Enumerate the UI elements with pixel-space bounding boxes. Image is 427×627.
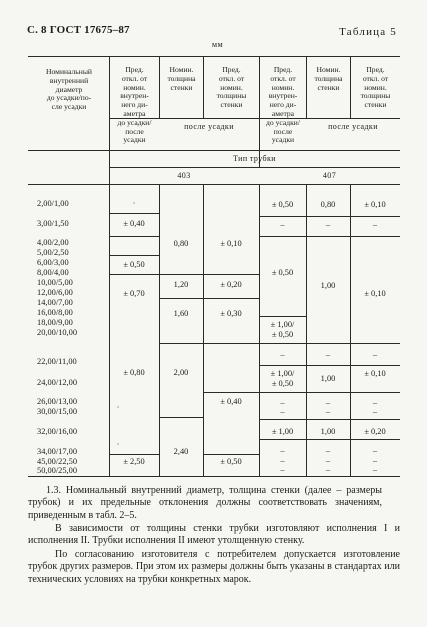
rule-407w [306, 216, 350, 217]
cell-407-diameter: ± 1,00/ ± 0,50 [270, 320, 295, 339]
cell-407-diameter: – [280, 407, 285, 416]
header-wall-407: Номин. толщина стенки [314, 65, 343, 92]
cell-407-diameter: – [280, 456, 285, 465]
row-label: 24,00/12,00 [37, 378, 78, 387]
col-rule-2b [159, 184, 160, 476]
rule-407w [306, 419, 350, 420]
header-tube-type: Тип трубки [233, 154, 276, 163]
cell-407-wall-dev: – [372, 465, 378, 474]
cell-403-wall: 2,00 [173, 368, 189, 377]
rule-403dw [203, 298, 259, 299]
rule-407d [259, 316, 306, 317]
rule-407w [306, 365, 350, 366]
unit-label: мм [212, 40, 224, 49]
cell-407-wall: – [325, 220, 331, 229]
rule-407w [306, 343, 350, 344]
rule-403d [109, 213, 159, 214]
rule-top [28, 56, 400, 57]
cell-407-wall-dev: – [372, 446, 378, 455]
rule-403d [109, 454, 159, 455]
rule-403d [109, 274, 159, 275]
cell-407-wall: – [325, 350, 331, 359]
header-dev-wall-403: Пред. откл. от номин. толщины стенки [216, 65, 247, 110]
rule-407d [259, 343, 306, 344]
header-type-407: 407 [322, 171, 337, 180]
row-label: 4,00/2,00 [37, 238, 69, 247]
rule-407d [259, 439, 306, 440]
header-after-shrink-403: после усадки [184, 122, 234, 131]
rule-407dw [350, 216, 400, 217]
row-label: 5,00/2,50 [37, 248, 69, 257]
row-label: 16,00/8,00 [37, 308, 73, 317]
header-type-403: 403 [177, 171, 191, 180]
cell-403-wall: 1,60 [173, 309, 189, 318]
cell-407-wall: – [325, 398, 331, 407]
rule-407w [306, 392, 350, 393]
cell-407-wall: – [325, 456, 331, 465]
rule-407d [259, 236, 306, 237]
rule-407dw [350, 439, 400, 440]
row-label: 6,00/3,00 [37, 258, 69, 267]
rule-407dw [350, 236, 400, 237]
header-after-shrink-407: после усадки [328, 122, 378, 131]
rule-407d [259, 216, 306, 217]
cell-407-wall-dev: – [372, 220, 378, 229]
rule-407w [306, 439, 350, 440]
cell-407-wall-dev: ± 0,10 [364, 289, 386, 298]
cell-403-diameter: · [116, 440, 120, 449]
cell-407-wall: 1,00 [320, 374, 336, 383]
row-label: 12,00/6,00 [37, 288, 73, 297]
rule-403dw [203, 454, 259, 455]
rule-403w [159, 274, 203, 275]
cell-403-diameter: ± 0,80 [123, 368, 145, 377]
paragraph-execution: В зависимости от толщины стенки трубки изготовляют исполнения I и исполнения II. Трубки исполнения II имеют утолщенную стенку. [28, 523, 400, 547]
paragraph-1-3: 1.3. Номинальный внутренний диаметр, толщина стенки (далее – размеры трубок) и их предельные отклонения должны соответствовать значениям, приведенным в табл. 2–5. [28, 485, 382, 521]
col-rule-3b [203, 184, 204, 476]
cell-407-wall-dev: – [372, 407, 378, 416]
cell-403-wall: 0,80 [173, 239, 189, 248]
row-label: 18,00/9,00 [37, 318, 73, 327]
cell-403-diameter: ± 0,40 [123, 219, 145, 228]
cell-403-diameter: · [132, 199, 136, 208]
cell-403-diameter: ± 0,70 [123, 289, 145, 298]
rule-403dw [203, 392, 259, 393]
rule-407dw [350, 365, 400, 366]
cell-407-wall: – [325, 407, 331, 416]
cell-407-diameter: – [280, 220, 285, 229]
rule-403dw [203, 274, 259, 275]
cell-407-diameter: – [280, 446, 285, 455]
row-label: 8,00/4,00 [37, 268, 69, 277]
row-label: 2,00/1,00 [37, 199, 69, 208]
rule-407dw [350, 419, 400, 420]
rule-403w [159, 417, 203, 418]
rule-407dw [350, 392, 400, 393]
cell-407-wall: 1,00 [320, 281, 336, 290]
header-dev-wall-407: Пред. откл. от номин. толщины стенки [360, 65, 391, 110]
rule-403d [109, 236, 159, 237]
cell-407-diameter: ± 0,50 [271, 200, 294, 209]
cell-407-diameter: – [280, 398, 285, 407]
page-header: С. 8 ГОСТ 17675–87 [27, 24, 130, 36]
cell-407-diameter: – [280, 465, 285, 474]
row-label: 22,00/11,00 [37, 357, 77, 366]
cell-403-wall: 1,20 [173, 280, 189, 289]
rule-407d [259, 419, 306, 420]
cell-407-wall-dev: – [372, 350, 378, 359]
cell-403-wall-dev: ± 0,30 [220, 309, 242, 318]
rule-403d [109, 255, 159, 256]
cell-407-wall-dev: ± 0,10 [364, 369, 386, 378]
row-label: 10,00/5,00 [37, 278, 73, 287]
rule-407dw [350, 343, 400, 344]
cell-407-wall: 1,00 [320, 427, 336, 436]
cell-407-wall-dev: – [372, 398, 378, 407]
cell-403-wall-dev: ± 0,50 [220, 457, 242, 466]
cell-407-wall: – [325, 446, 331, 455]
cell-403-diameter: · [116, 403, 120, 412]
cell-407-diameter: ± 1,00/ ± 0,50 [270, 369, 295, 388]
header-dev-diameter-403: Пред. откл. от номин. внутрен- него ди- аметра до усадки/ после усадки [117, 65, 152, 145]
cell-403-diameter: ± 2,50 [123, 457, 145, 466]
header-dev-diameter-407: Пред. откл. от номин. внутрен- него ди- аметра до усадки/ после усадки [266, 65, 300, 145]
rule-407d [259, 365, 306, 366]
rule-table-bottom [28, 476, 400, 477]
row-label: 30,00/15,00 [37, 407, 78, 416]
cell-407-wall: – [325, 465, 331, 474]
cell-407-wall: 0,80 [320, 200, 336, 209]
row-label: 26,00/13,00 [37, 397, 78, 406]
header-nominal-diameter: Номинальный внутренний диаметр до усадки/по- сле усадки [46, 67, 92, 112]
cell-407-wall-dev: – [372, 456, 378, 465]
row-label: 45,00/22,50 [37, 457, 78, 466]
row-label: 20,00/10,00 [37, 328, 78, 337]
cell-407-diameter: ± 1,00 [271, 427, 294, 436]
rule-typenum-bottom [28, 184, 400, 185]
row-label: 32,00/16,00 [37, 427, 78, 436]
table-label: Таблица 5 [339, 26, 397, 38]
cell-407-diameter: ± 0,50 [271, 268, 294, 277]
cell-403-wall-dev: ± 0,20 [220, 280, 242, 289]
row-label: 34,00/17,00 [37, 447, 78, 456]
row-label: 14,00/7,00 [37, 298, 73, 307]
cell-403-diameter: ± 0,50 [123, 260, 145, 269]
rule-type-bottom [109, 167, 400, 168]
header-wall-403: Номин. толщина стенки [167, 65, 196, 92]
rule-403w [159, 298, 203, 299]
cell-403-wall-dev: ± 0,10 [220, 239, 242, 248]
cell-407-wall-dev: ± 0,10 [364, 200, 386, 209]
cell-403-wall-dev: ± 0,40 [220, 397, 242, 406]
row-label: 3,00/1,50 [37, 219, 69, 228]
cell-407-wall-dev: ± 0,20 [364, 427, 386, 436]
rule-407d [259, 392, 306, 393]
row-label: 50,00/25,00 [37, 466, 78, 475]
rule-403dw [203, 343, 259, 344]
cell-403-wall: 2,40 [173, 447, 189, 456]
rule-407w [306, 236, 350, 237]
cell-407-diameter: – [280, 350, 285, 359]
paragraph-agreement: По согласованию изготовителя с потребителем допускается изготовление трубок других размеров. При этом их размеры должны быть указаны в стандартах или технических условиях на трубки конкретных марок. [28, 549, 400, 585]
rule-header-bottom [28, 150, 400, 151]
rule-403w [159, 343, 203, 344]
